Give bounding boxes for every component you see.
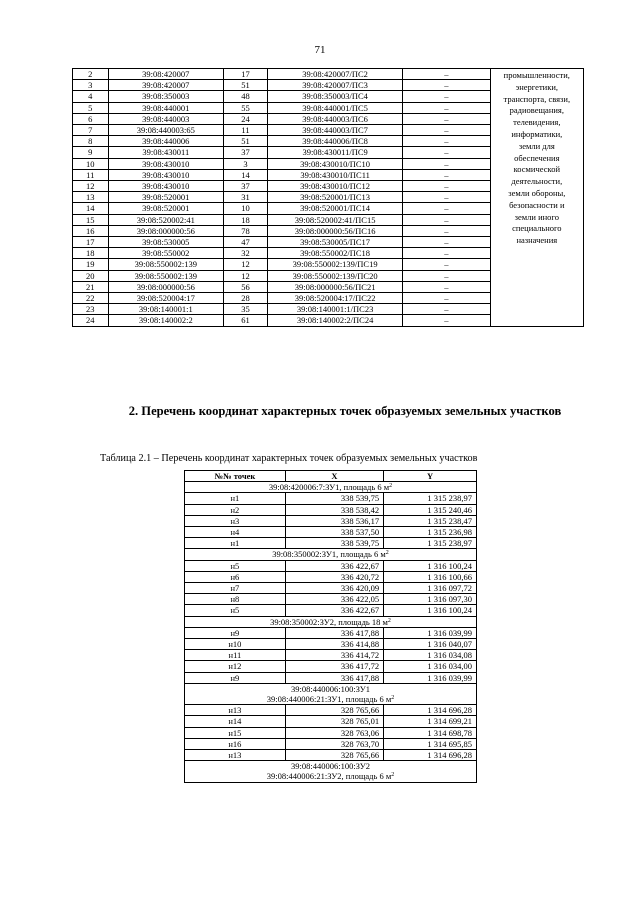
land-purpose-line: земли для xyxy=(518,140,555,151)
parcel-header-row xyxy=(185,616,477,627)
cadastral-block-cell: 39:08:430010 xyxy=(108,158,224,169)
point-id-cell: н5 xyxy=(185,605,286,616)
x-coordinate-cell: 336 420,09 xyxy=(285,583,383,594)
coordinate-row xyxy=(185,750,477,761)
row-number-cell: 22 xyxy=(73,293,109,304)
point-id-cell: н11 xyxy=(185,650,286,661)
coordinate-row xyxy=(185,672,477,683)
table-row xyxy=(73,69,584,80)
note-cell: – xyxy=(403,169,490,180)
point-id-cell: н12 xyxy=(185,661,286,672)
object-id-cell: 39:08:550002/ПС18 xyxy=(267,248,402,259)
area-unit: м xyxy=(382,616,388,627)
point-id-cell: н6 xyxy=(185,571,286,582)
coordinate-row xyxy=(185,650,477,661)
land-purpose-line: информатики, xyxy=(511,128,563,139)
y-coordinate-cell: 1 316 100,66 xyxy=(384,571,477,582)
y-coordinate-cell: 1 315 238,47 xyxy=(384,515,477,526)
note-cell: – xyxy=(403,158,490,169)
x-coordinate-cell: 338 537,50 xyxy=(285,527,383,538)
page-number: 71 xyxy=(314,44,326,56)
x-coordinate-cell: 336 417,88 xyxy=(285,627,383,638)
object-id-cell: 39:08:430010/ПС11 xyxy=(267,169,402,180)
object-id-cell: 39:08:550002:139/ПС19 xyxy=(267,259,402,270)
land-purpose-line: безопасности и xyxy=(509,199,565,210)
object-id-cell: 39:08:350003/ПС4 xyxy=(267,91,402,102)
row-number-cell: 20 xyxy=(73,270,109,281)
area-cell: 55 xyxy=(224,102,268,113)
coordinate-row xyxy=(185,627,477,638)
cadastral-block-cell: 39:08:550002 xyxy=(108,248,224,259)
x-coordinate-cell: 328 765,66 xyxy=(285,750,383,761)
cadastral-block-cell: 39:08:550002:139 xyxy=(108,259,224,270)
x-coordinate-cell: 336 422,67 xyxy=(285,560,383,571)
parcel-title-text: 39:08:440006:100:ЗУ1 xyxy=(290,683,370,694)
row-number-cell: 10 xyxy=(73,158,109,169)
parcel-title-line xyxy=(188,617,473,627)
point-id-cell: н1 xyxy=(185,538,286,549)
y-coordinate-cell: 1 316 039,99 xyxy=(384,672,477,683)
cadastral-block-cell: 39:08:000000:56 xyxy=(108,281,224,292)
note-cell: – xyxy=(403,69,490,80)
y-coordinate-cell: 1 314 696,28 xyxy=(384,750,477,761)
parcel-title-text: 39:08:420006:7:ЗУ1, площадь 6 xyxy=(268,482,382,493)
parcel-title-line xyxy=(188,482,473,492)
section-heading: 2. Перечень координат характерных точек образуемых земельных участков xyxy=(128,404,562,418)
parcel-header-row xyxy=(185,761,477,782)
x-coordinate-cell: 338 538,42 xyxy=(285,504,383,515)
area-cell: 14 xyxy=(224,169,268,180)
parcel-title-text: 39:08:440006:100:ЗУ2 xyxy=(290,761,370,772)
note-cell: – xyxy=(403,248,490,259)
coordinate-row xyxy=(185,594,477,605)
land-purpose-line: телевидения, xyxy=(513,117,561,128)
note-cell: – xyxy=(403,315,490,326)
object-id-cell: 39:08:140002:2/ПС24 xyxy=(267,315,402,326)
coordinate-row xyxy=(185,661,477,672)
note-cell: – xyxy=(403,214,490,225)
coordinate-row xyxy=(185,493,477,504)
y-coordinate-cell: 1 316 097,30 xyxy=(384,594,477,605)
y-coordinate-cell: 1 316 040,07 xyxy=(384,639,477,650)
row-number-cell: 12 xyxy=(73,181,109,192)
row-number-cell: 14 xyxy=(73,203,109,214)
parcel-title xyxy=(185,616,477,627)
row-number-cell: 17 xyxy=(73,237,109,248)
coordinate-row xyxy=(185,504,477,515)
row-number-cell: 5 xyxy=(73,102,109,113)
y-coordinate-cell: 1 315 236,98 xyxy=(384,527,477,538)
cadastral-block-cell: 39:08:140001:1 xyxy=(108,304,224,315)
row-number-cell: 9 xyxy=(73,147,109,158)
area-unit: м xyxy=(380,549,386,560)
land-purpose-line: промышленности, xyxy=(503,70,570,80)
cadastral-block-cell: 39:08:440003:65 xyxy=(108,125,224,136)
area-cell: 17 xyxy=(224,69,268,80)
parcel-title-line xyxy=(188,549,473,559)
cadastral-block-cell: 39:08:440001 xyxy=(108,102,224,113)
land-purpose-line: транспорта, связи, xyxy=(503,93,571,104)
x-coordinate-cell: 328 763,70 xyxy=(285,738,383,749)
x-coordinate-cell: 336 422,05 xyxy=(285,594,383,605)
cadastral-block-cell: 39:08:000000:56 xyxy=(108,225,224,236)
object-id-cell: 39:08:140001:1/ПС23 xyxy=(267,304,402,315)
coordinates-table-header-row xyxy=(185,471,477,482)
area-cell: 37 xyxy=(224,181,268,192)
coordinates-table xyxy=(184,470,477,783)
note-cell: – xyxy=(403,259,490,270)
point-id-cell: н13 xyxy=(185,750,286,761)
parcel-header-row xyxy=(185,549,477,560)
area-cell: 12 xyxy=(224,259,268,270)
land-purpose-line: назначения xyxy=(516,235,558,246)
note-cell: – xyxy=(403,192,490,203)
parcel-title-text: 39:08:440006:21:ЗУ2, площадь 6 xyxy=(266,771,384,782)
area-cell: 11 xyxy=(224,125,268,136)
table-caption: Таблица 2.1 – Перечень координат характерных точек образуемых земельных участков xyxy=(100,453,478,464)
land-purpose-line: радиовещания, xyxy=(509,105,564,116)
y-coordinate-cell: 1 316 039,99 xyxy=(384,627,477,638)
parcel-title-line xyxy=(188,684,473,694)
row-number-cell: 4 xyxy=(73,91,109,102)
parcel-title-line xyxy=(188,771,473,781)
area-unit-exponent: 2 xyxy=(391,695,395,702)
point-id-cell: н8 xyxy=(185,594,286,605)
object-id-cell: 39:08:000000:56/ПС21 xyxy=(267,281,402,292)
header-points: №№ точек xyxy=(185,471,286,482)
cadastral-block-cell: 39:08:420007 xyxy=(108,69,224,80)
coordinate-row xyxy=(185,515,477,526)
cadastral-block-cell: 39:08:420007 xyxy=(108,80,224,91)
area-unit: м xyxy=(385,771,392,782)
note-cell: – xyxy=(403,270,490,281)
y-coordinate-cell: 1 316 100,24 xyxy=(384,560,477,571)
x-coordinate-cell: 336 414,72 xyxy=(285,650,383,661)
object-id-cell: 39:08:440003/ПС6 xyxy=(267,113,402,124)
area-cell: 61 xyxy=(224,315,268,326)
note-cell: – xyxy=(403,281,490,292)
parcel-title xyxy=(185,482,477,493)
x-coordinate-cell: 328 765,01 xyxy=(285,716,383,727)
y-coordinate-cell: 1 315 240,46 xyxy=(384,504,477,515)
area-unit-exponent: 2 xyxy=(389,483,393,490)
object-id-cell: 39:08:430010/ПС10 xyxy=(267,158,402,169)
cadastral-block-cell: 39:08:520002:41 xyxy=(108,214,224,225)
land-purpose-line: энергетики, xyxy=(515,81,559,92)
area-unit-exponent: 2 xyxy=(391,772,395,779)
area-unit: м xyxy=(383,482,390,493)
point-id-cell: н9 xyxy=(185,627,286,638)
note-cell: – xyxy=(403,293,490,304)
y-coordinate-cell: 1 314 698,78 xyxy=(384,727,477,738)
land-purpose-cell xyxy=(490,69,583,327)
note-cell: – xyxy=(403,181,490,192)
parcel-title xyxy=(185,549,477,560)
cadastral-block-cell: 39:08:520001 xyxy=(108,203,224,214)
y-coordinate-cell: 1 314 699,21 xyxy=(384,716,477,727)
note-cell: – xyxy=(403,102,490,113)
cadastral-block-cell: 39:08:430011 xyxy=(108,147,224,158)
coordinate-row xyxy=(185,560,477,571)
row-number-cell: 7 xyxy=(73,125,109,136)
note-cell: – xyxy=(403,203,490,214)
note-cell: – xyxy=(403,147,490,158)
object-id-cell: 39:08:550002:139/ПС20 xyxy=(267,270,402,281)
parcel-header-row xyxy=(185,683,477,704)
object-id-cell: 39:08:420007/ПС3 xyxy=(267,80,402,91)
land-purpose-line: обеспечения xyxy=(514,152,560,163)
cadastral-block-cell: 39:08:140002:2 xyxy=(108,315,224,326)
y-coordinate-cell: 1 314 695,85 xyxy=(384,738,477,749)
point-id-cell: н16 xyxy=(185,738,286,749)
cadastral-block-cell: 39:08:430010 xyxy=(108,169,224,180)
x-coordinate-cell: 336 420,72 xyxy=(285,571,383,582)
parcel-title xyxy=(185,683,477,704)
parcel-title-text: 39:08:440006:21:ЗУ1, площадь 6 xyxy=(266,694,384,705)
note-cell: – xyxy=(403,91,490,102)
coordinate-row xyxy=(185,571,477,582)
cadastral-block-cell: 39:08:530005 xyxy=(108,237,224,248)
object-id-cell: 39:08:520004:17/ПС22 xyxy=(267,293,402,304)
point-id-cell: н15 xyxy=(185,727,286,738)
point-id-cell: н4 xyxy=(185,527,286,538)
x-coordinate-cell: 328 765,66 xyxy=(285,705,383,716)
point-id-cell: н9 xyxy=(185,672,286,683)
row-number-cell: 3 xyxy=(73,80,109,91)
row-number-cell: 18 xyxy=(73,248,109,259)
substation-table xyxy=(72,68,584,327)
header-x: X xyxy=(285,471,383,482)
area-cell: 48 xyxy=(224,91,268,102)
note-cell: – xyxy=(403,80,490,91)
x-coordinate-cell: 328 763,06 xyxy=(285,727,383,738)
row-number-cell: 15 xyxy=(73,214,109,225)
y-coordinate-cell: 1 316 034,00 xyxy=(384,661,477,672)
object-id-cell: 39:08:440003/ПС7 xyxy=(267,125,402,136)
area-cell: 47 xyxy=(224,237,268,248)
area-cell: 51 xyxy=(224,80,268,91)
area-cell: 10 xyxy=(224,203,268,214)
x-coordinate-cell: 338 536,17 xyxy=(285,515,383,526)
cadastral-block-cell: 39:08:440003 xyxy=(108,113,224,124)
parcel-title-line xyxy=(188,694,473,704)
point-id-cell: н14 xyxy=(185,716,286,727)
row-number-cell: 11 xyxy=(73,169,109,180)
object-id-cell: 39:08:430010/ПС12 xyxy=(267,181,402,192)
land-purpose-line: земли иного xyxy=(514,211,559,222)
object-id-cell: 39:08:530005/ПС17 xyxy=(267,237,402,248)
object-id-cell: 39:08:420007/ПС2 xyxy=(267,69,402,80)
land-purpose-line: деятельности, xyxy=(511,176,563,187)
area-cell: 51 xyxy=(224,136,268,147)
x-coordinate-cell: 336 422,67 xyxy=(285,605,383,616)
land-purpose-line: специального xyxy=(512,223,562,234)
x-coordinate-cell: 336 417,72 xyxy=(285,661,383,672)
x-coordinate-cell: 336 417,88 xyxy=(285,672,383,683)
point-id-cell: н7 xyxy=(185,583,286,594)
coordinate-row xyxy=(185,583,477,594)
parcel-title-text: 39:08:350002:ЗУ2, площадь 18 xyxy=(270,616,381,627)
area-cell: 28 xyxy=(224,293,268,304)
area-cell: 35 xyxy=(224,304,268,315)
row-number-cell: 16 xyxy=(73,225,109,236)
area-unit-exponent: 2 xyxy=(385,550,389,557)
header-y: Y xyxy=(384,471,477,482)
coordinate-row xyxy=(185,639,477,650)
area-unit: м xyxy=(385,694,392,705)
y-coordinate-cell: 1 315 238,97 xyxy=(384,538,477,549)
cadastral-block-cell: 39:08:550002:139 xyxy=(108,270,224,281)
point-id-cell: н1 xyxy=(185,493,286,504)
coordinate-row xyxy=(185,705,477,716)
row-number-cell: 19 xyxy=(73,259,109,270)
row-number-cell: 2 xyxy=(73,69,109,80)
area-cell: 3 xyxy=(224,158,268,169)
area-cell: 32 xyxy=(224,248,268,259)
point-id-cell: н5 xyxy=(185,560,286,571)
row-number-cell: 23 xyxy=(73,304,109,315)
x-coordinate-cell: 336 414,88 xyxy=(285,639,383,650)
point-id-cell: н3 xyxy=(185,515,286,526)
x-coordinate-cell: 338 539,75 xyxy=(285,493,383,504)
row-number-cell: 8 xyxy=(73,136,109,147)
area-unit-exponent: 2 xyxy=(387,617,391,624)
note-cell: – xyxy=(403,125,490,136)
row-number-cell: 21 xyxy=(73,281,109,292)
object-id-cell: 39:08:440001/ПС5 xyxy=(267,102,402,113)
coordinate-row xyxy=(185,738,477,749)
parcel-title xyxy=(185,761,477,782)
area-cell: 12 xyxy=(224,270,268,281)
coordinate-row xyxy=(185,538,477,549)
area-cell: 37 xyxy=(224,147,268,158)
parcel-header-row xyxy=(185,482,477,493)
row-number-cell: 13 xyxy=(73,192,109,203)
object-id-cell: 39:08:520002:41/ПС15 xyxy=(267,214,402,225)
note-cell: – xyxy=(403,225,490,236)
coordinate-row xyxy=(185,716,477,727)
coordinate-row xyxy=(185,605,477,616)
object-id-cell: 39:08:520001/ПС13 xyxy=(267,192,402,203)
row-number-cell: 6 xyxy=(73,113,109,124)
y-coordinate-cell: 1 316 034,08 xyxy=(384,650,477,661)
note-cell: – xyxy=(403,237,490,248)
point-id-cell: н2 xyxy=(185,504,286,515)
area-cell: 56 xyxy=(224,281,268,292)
cadastral-block-cell: 39:08:430010 xyxy=(108,181,224,192)
y-coordinate-cell: 1 316 100,24 xyxy=(384,605,477,616)
land-purpose-line: земли обороны, xyxy=(508,187,566,198)
note-cell: – xyxy=(403,304,490,315)
note-cell: – xyxy=(403,136,490,147)
coordinate-row xyxy=(185,527,477,538)
point-id-cell: н10 xyxy=(185,639,286,650)
area-cell: 18 xyxy=(224,214,268,225)
y-coordinate-cell: 1 314 696,28 xyxy=(384,705,477,716)
parcel-title-text: 39:08:350002:ЗУ1, площадь 6 xyxy=(272,549,379,560)
area-cell: 31 xyxy=(224,192,268,203)
y-coordinate-cell: 1 316 097,72 xyxy=(384,583,477,594)
row-number-cell: 24 xyxy=(73,315,109,326)
coordinate-row xyxy=(185,727,477,738)
point-id-cell: н13 xyxy=(185,705,286,716)
parcel-title-line xyxy=(188,761,473,771)
cadastral-block-cell: 39:08:440006 xyxy=(108,136,224,147)
x-coordinate-cell: 338 539,75 xyxy=(285,538,383,549)
cadastral-block-cell: 39:08:520004:17 xyxy=(108,293,224,304)
note-cell: – xyxy=(403,113,490,124)
object-id-cell: 39:08:440006/ПС8 xyxy=(267,136,402,147)
cadastral-block-cell: 39:08:350003 xyxy=(108,91,224,102)
cadastral-block-cell: 39:08:520001 xyxy=(108,192,224,203)
object-id-cell: 39:08:430011/ПС9 xyxy=(267,147,402,158)
y-coordinate-cell: 1 315 238,97 xyxy=(384,493,477,504)
area-cell: 24 xyxy=(224,113,268,124)
area-cell: 78 xyxy=(224,225,268,236)
object-id-cell: 39:08:000000:56/ПС16 xyxy=(267,225,402,236)
land-purpose-line: космической xyxy=(513,164,560,175)
object-id-cell: 39:08:520001/ПС14 xyxy=(267,203,402,214)
